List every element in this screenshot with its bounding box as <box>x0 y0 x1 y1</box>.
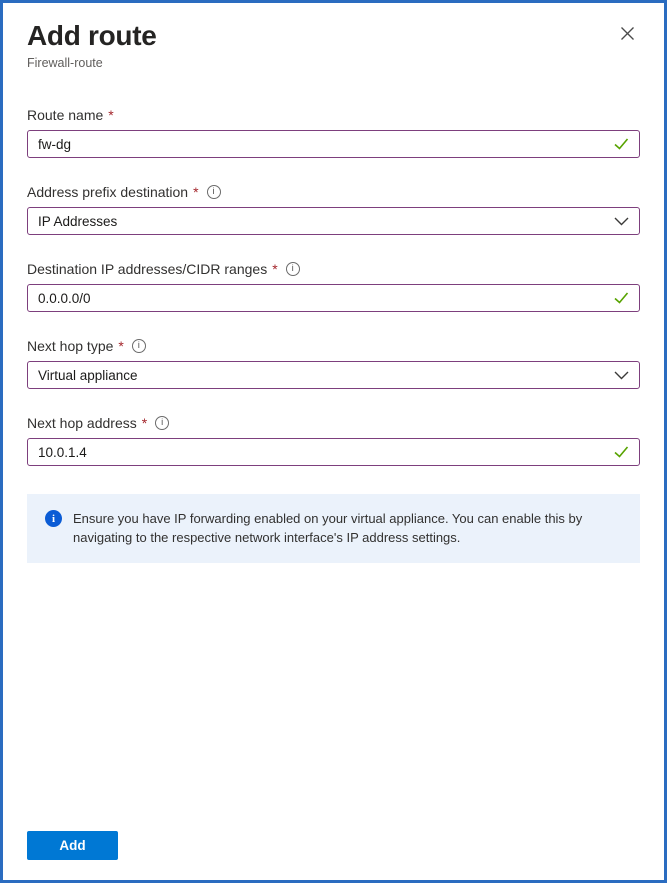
info-icon[interactable]: i <box>207 185 221 199</box>
page-title: Add route <box>27 20 157 51</box>
info-filled-icon: i <box>45 510 62 527</box>
field-label: Route name <box>27 107 104 123</box>
panel-subtitle: Firewall-route <box>27 56 103 70</box>
field-label-row <box>27 338 640 354</box>
field-next-hop-address <box>27 415 640 466</box>
info-icon[interactable]: i <box>155 416 169 430</box>
dropdown-selected-value: IP Addresses <box>38 213 118 229</box>
required-asterisk: * <box>272 261 278 277</box>
field-label-row <box>27 415 640 431</box>
info-icon[interactable]: i <box>132 339 146 353</box>
destination-ip-input[interactable] <box>38 291 606 306</box>
field-address-prefix-destination <box>27 184 640 235</box>
chevron-down-icon <box>614 217 629 226</box>
ip-forwarding-info-banner <box>27 494 640 563</box>
next-hop-address-input[interactable] <box>38 445 606 460</box>
valid-check-icon <box>614 446 629 458</box>
required-asterisk: * <box>141 415 148 431</box>
chevron-down-icon <box>614 371 629 380</box>
field-label: Next hop type <box>27 338 114 354</box>
route-name-input-wrapper <box>27 130 640 158</box>
info-banner-text: Ensure you have IP forwarding enabled on your virtual appliance. You can enable this by navigating to the respective network interface's IP address settings. <box>73 511 583 545</box>
required-asterisk: * <box>193 184 199 200</box>
destination-ip-input-wrapper <box>27 284 640 312</box>
field-label: Address prefix destination <box>27 184 189 200</box>
field-next-hop-type <box>27 338 640 389</box>
next-hop-type-dropdown[interactable] <box>27 361 640 389</box>
field-label-row <box>27 261 640 277</box>
required-asterisk: * <box>118 338 124 354</box>
panel-content <box>3 3 664 563</box>
route-name-input[interactable] <box>38 137 606 152</box>
field-label-row <box>27 107 640 123</box>
field-destination-ip-ranges <box>27 261 640 312</box>
close-icon <box>620 26 635 44</box>
info-icon[interactable]: i <box>286 262 300 276</box>
address-prefix-destination-dropdown[interactable] <box>27 207 640 235</box>
dropdown-selected-value: Virtual appliance <box>38 367 138 383</box>
close-button[interactable] <box>616 24 638 46</box>
valid-check-icon <box>614 138 629 150</box>
field-route-name <box>27 107 640 158</box>
valid-check-icon <box>614 292 629 304</box>
field-label: Next hop address <box>27 415 137 431</box>
field-label: Destination IP addresses/CIDR ranges <box>27 261 268 277</box>
required-asterisk: * <box>108 107 114 123</box>
field-label-row <box>27 184 640 200</box>
add-button[interactable]: Add <box>27 831 118 860</box>
next-hop-address-input-wrapper <box>27 438 640 466</box>
